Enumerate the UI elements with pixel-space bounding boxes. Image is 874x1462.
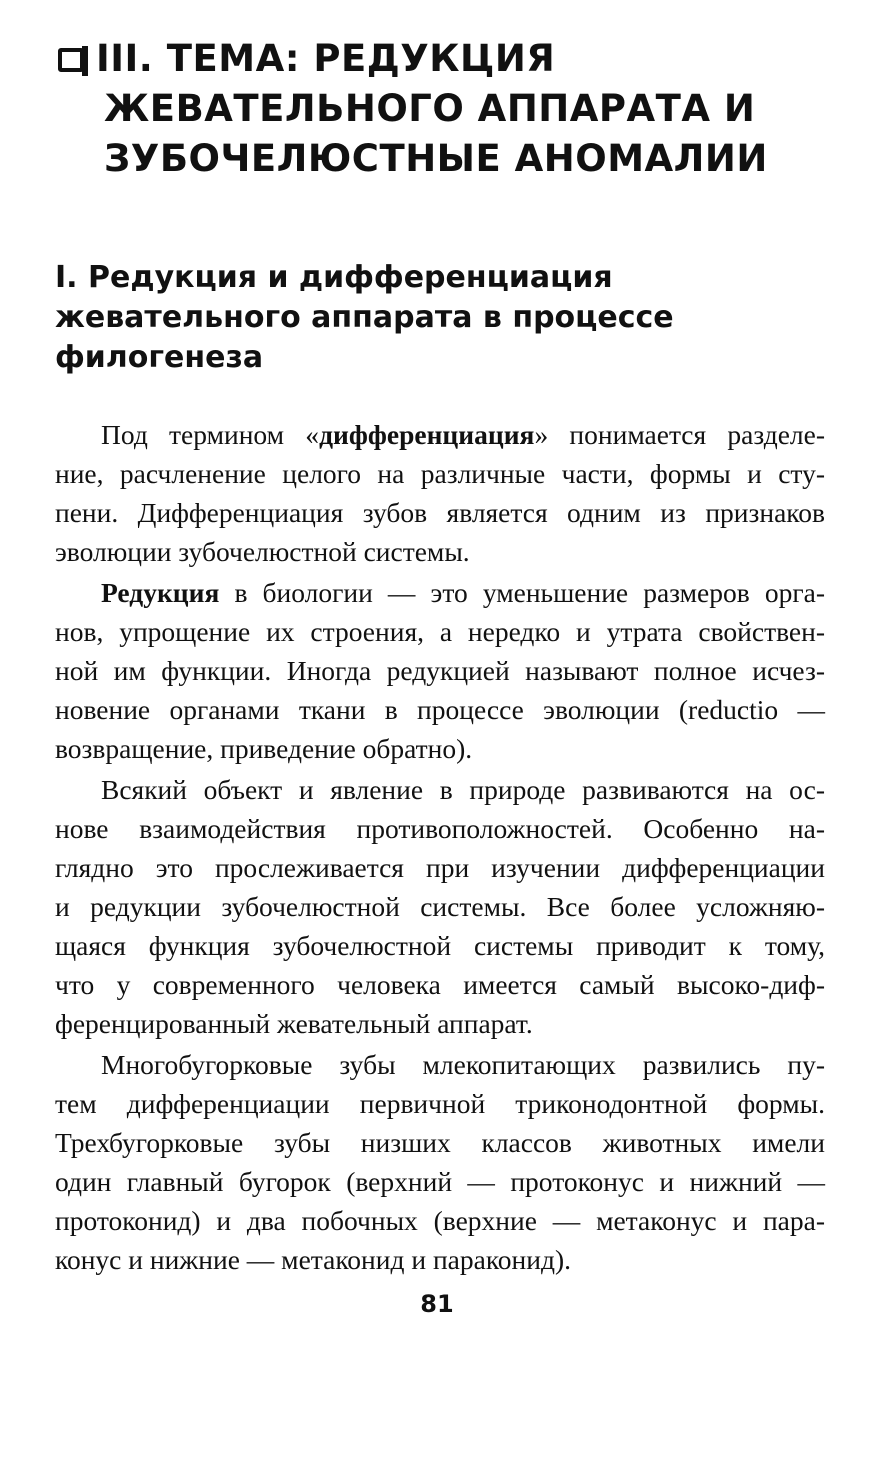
section-title-line-2: жевательного аппарата в процессе — [55, 300, 674, 335]
chapter-title-line-2: ЖЕВАТЕЛЬНОГО АППАРАТА И — [104, 87, 756, 130]
paragraph-differentiation — [55, 415, 825, 571]
text-line: пени. Дифференциация зубов является одним из признаков — [55, 497, 825, 528]
page-number: 81 — [420, 1290, 454, 1318]
text-line: протоконид) и два побочных (верхние — метаконус и пара- — [55, 1205, 825, 1236]
section-title — [55, 258, 845, 378]
text-segment: » понимается разделе- — [534, 419, 825, 450]
text-line: тем дифференциации первичной триконодонтной формы. — [55, 1088, 825, 1119]
text-line: возвращение, приведение обратно). — [55, 733, 473, 764]
text-line: нове взаимодействия противоположностей. Особенно на- — [55, 813, 825, 844]
chapter-title-line-1 — [58, 34, 848, 84]
term-reduction: Редукция — [101, 577, 220, 608]
text-line: Трехбугорковые зубы низших классов животных имели — [55, 1127, 825, 1158]
section-title-line-3: филогенеза — [55, 340, 264, 375]
paragraph-reduction — [55, 573, 825, 768]
section-title-line-1: I. Редукция и дифференциация — [55, 260, 613, 295]
text-line: глядно это прослеживается при изучении дифференциации — [55, 852, 825, 883]
checkbox-icon — [58, 48, 84, 72]
body-text — [55, 415, 825, 1281]
text-line: щаяся функция зубочелюстной системы приводит к тому, — [55, 930, 825, 961]
text-line: и редукции зубочелюстной системы. Все более усложняю- — [55, 891, 825, 922]
text-line: конус и нижние — метаконид и параконид). — [55, 1244, 572, 1275]
chapter-title — [58, 34, 848, 184]
text-line: Всякий объект и явление в природе развиваются на ос- — [101, 774, 825, 805]
text-line — [55, 573, 825, 612]
text-segment: в биологии — это уменьшение размеров орга- — [219, 577, 825, 608]
paragraph-multituberculate — [55, 1045, 825, 1279]
text-line: что у современного человека имеется самый высоко-диф- — [55, 969, 825, 1000]
text-line: ференцированный жевательный аппарат. — [55, 1008, 533, 1039]
chapter-title-text-1: III. ТЕМА: РЕДУКЦИЯ — [96, 37, 556, 80]
chapter-title-line-3: ЗУБОЧЕЛЮСТНЫЕ АНОМАЛИИ — [104, 137, 768, 180]
text-line: Многобугорковые зубы млекопитающих развились пу- — [101, 1049, 825, 1080]
text-line: новение органами ткани в процессе эволюции (reductio — — [55, 694, 825, 725]
paragraph-opposites — [55, 770, 825, 1043]
text-segment: Под термином « — [101, 419, 320, 450]
text-line: эволюции зубочелюстной системы. — [55, 536, 470, 567]
text-line — [55, 415, 825, 454]
text-line: ние, расчленение целого на различные части, формы и сту- — [55, 458, 825, 489]
text-line: ной им функции. Иногда редукцией называют полное исчез- — [55, 655, 825, 686]
text-line: нов, упрощение их строения, а нередко и утрата свойствен- — [55, 616, 825, 647]
term-differentiation: дифференциация — [319, 419, 535, 450]
text-line: один главный бугорок (верхний — протоконус и нижний — — [55, 1166, 825, 1197]
